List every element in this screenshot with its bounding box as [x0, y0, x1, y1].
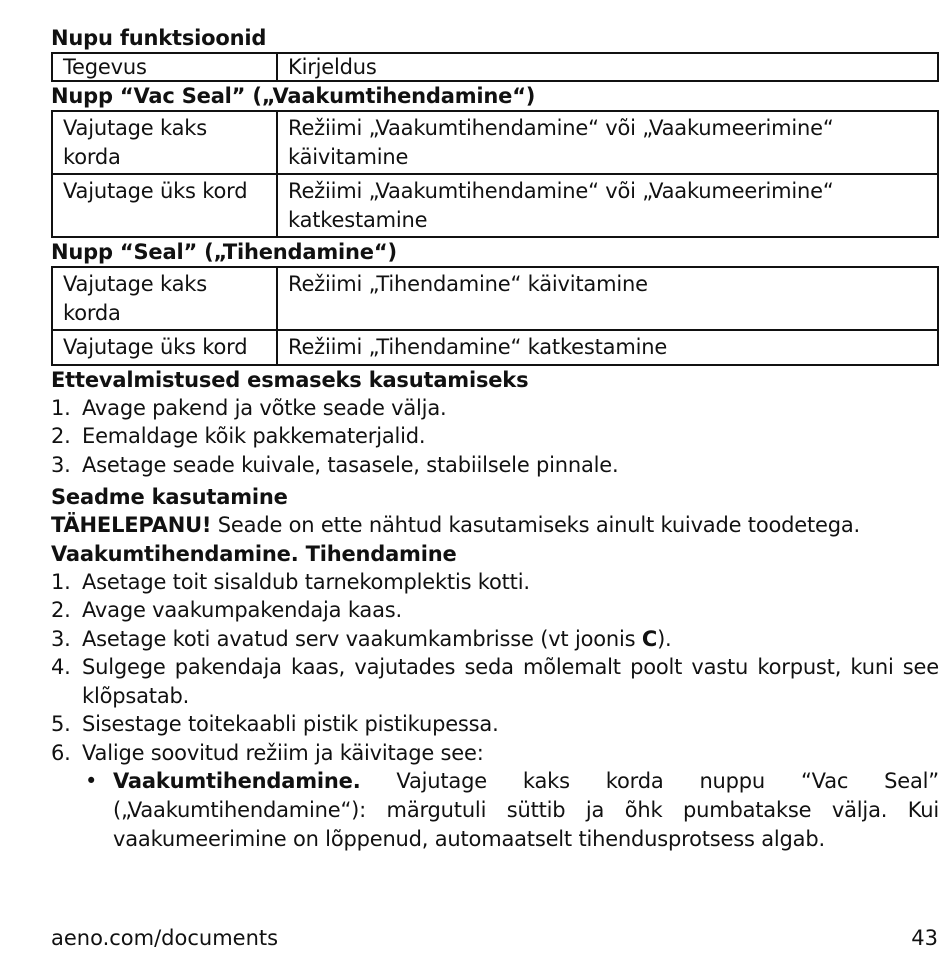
prep-title: Ettevalmistused esmaseks kasutamiseks [51, 367, 529, 392]
page-content [51, 24, 939, 854]
row-action: Vajutage kaks korda [52, 267, 277, 330]
list-item: 3. Asetage seade kuivale, tasasele, stabiilsele pinnale. [51, 452, 619, 477]
table-header-row [52, 53, 938, 81]
list-item: 2. Avage vaakumpakendaja kaas. [51, 598, 402, 622]
bullet-icon: • [85, 769, 98, 793]
row-description: Režiimi „Vaakumtihendamine“ või „Vaakumeerimine“ katkestamine [277, 174, 938, 237]
warning-label: TÄHELEPANU! [51, 513, 212, 537]
seal-title: Nupp “Seal” („Tihendamine“) [51, 240, 397, 264]
footer-url: aeno.com/documents [51, 926, 279, 950]
row-description: Režiimi „Tihendamine“ käivitamine [277, 267, 938, 330]
list-item: • Vaakumtihendamine. Vajutage kaks korda nuppu “Vac Seal” („Vaakumtihendamine“): märgutuli süttib ja õhk pumbatakse välja. Kui vaakumeerimine on lõppenud, automaatselt tihendusprotsess algab. [85, 769, 939, 851]
list-item: 6. Valige soovitud režiim ja käivitage see: [51, 740, 484, 765]
prep-steps [51, 394, 939, 480]
row-description: Režiimi „Vaakumtihendamine“ või „Vaakumeerimine“ käivitamine [277, 111, 938, 174]
list-item: 3. Asetage koti avatud serv vaakumkambrisse (vt joonis C). [51, 626, 672, 651]
list-item: 1. Avage pakend ja võtke seade välja. [51, 395, 447, 420]
mode-bullets [51, 767, 939, 854]
warning-text: Seade on ette nähtud kasutamiseks ainult kuivade toodetega. [211, 513, 860, 537]
page-number: 43 [911, 926, 938, 950]
warning-note [51, 511, 939, 540]
section-title: Nupu funktsioonid [51, 26, 267, 50]
page-footer [51, 926, 938, 950]
table-row [52, 111, 938, 174]
header-table [51, 52, 939, 82]
table-row [52, 267, 938, 330]
usage-subtitle: Vaakumtihendamine. Tihendamine [51, 541, 457, 566]
vac-seal-title: Nupp “Vac Seal” („Vaakumtihendamine“) [51, 84, 536, 108]
seal-table [51, 266, 939, 366]
table-row [52, 174, 938, 237]
usage-steps [51, 568, 939, 768]
list-item: 5. Sisestage toitekaabli pistik pistikupessa. [51, 712, 499, 736]
list-item: 4. Sulgege pakendaja kaas, vajutades seda mõlemalt poolt vastu korpust, kuni see klõpsatab. [51, 655, 939, 708]
table-row [52, 330, 938, 365]
vac-seal-table [51, 110, 939, 238]
row-action: Vajutage üks kord [52, 330, 277, 365]
row-description: Režiimi „Tihendamine“ katkestamine [277, 330, 938, 365]
row-action: Vajutage üks kord [52, 174, 277, 237]
header-description: Kirjeldus [277, 53, 938, 81]
usage-title: Seadme kasutamine [51, 485, 288, 509]
list-item: 2. Eemaldage kõik pakkematerjalid. [51, 424, 426, 448]
header-action: Tegevus [52, 53, 277, 81]
list-item: 1. Asetage toit sisaldub tarnekomplektis kotti. [51, 569, 530, 594]
row-action: Vajutage kaks korda [52, 111, 277, 174]
